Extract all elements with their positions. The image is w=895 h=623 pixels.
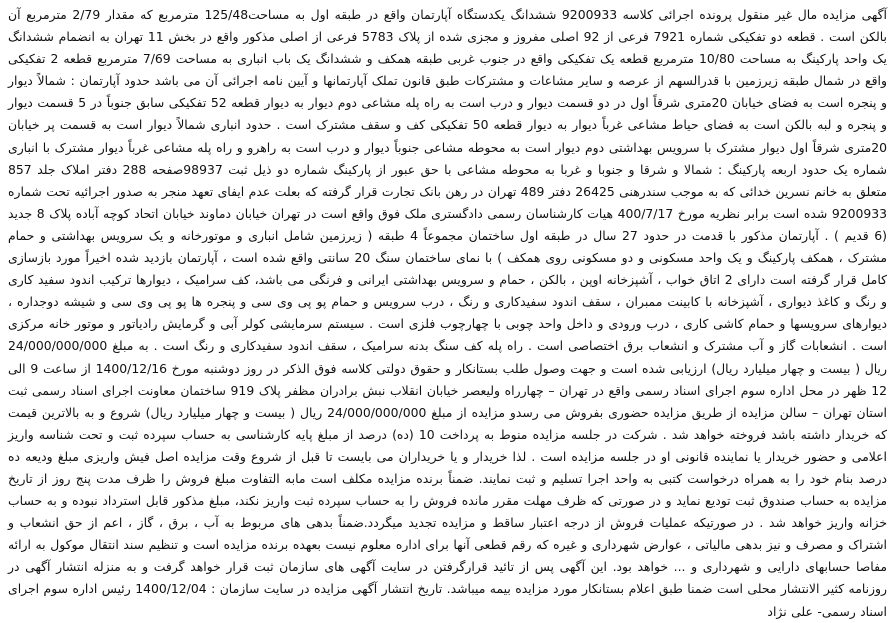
- auction-notice-text: آگهی مزایده مال غیر منقول پرونده اجرائی کلاسه 9200933 ششدانگ یکدستگاه آپارتمان واقع در طبقه اول به مساحت125/48 مترمربع که مقدار 2/79 مترمربع آن بالکن است . قطعه دو تفکیکی شماره 7921 فرعی از 92 اصلی مفروز و مجزی شده از پلاک 5783 فرعی از اصلی مذکور واقع در بخش 11 تهران به انضمام ششدانگ یک واحد پارکینگ به مساحت 10/80 مترمربع قطعه یک تفکیکی واقع در جنوب غربی طبقه همکف و ششدانگ یک باب انباری به مساحت 7/69 مترمربع قطعه 2 تفکیکی واقع در شمال طبقه زیرزمین با قدرالسهم از عرصه و سایر مشاعات و مشترکات طبق قانون تملک آپارتمانها و آیین نامه اجرائی آن می باشد حدود آپارتمان : شمالاً دیوار و پنجره است به فضای خیابان 20متری شرقاً اول در دو قسمت دیوار و درب است به راه پله مشاعی دوم دیوار به دیوار قطعه 52 تفکیکی سابق جنوباً در 5 قسمت دیوار و پنجره و لبه بالکن است به فضای حیاط مشاعی غرباً دیوار به دیوار قطعه 50 تفکیکی کف و سقف مشترک است . حدود انباری شمالاً دیوار است به قسمت پر خیابان 20متری شرقاً اول دیوار مشترک با سرویس بهداشتی دوم دیوار است به محوطه مشاعی جنوباً دیوار و درب است به راهرو و راه پله مشاعی غرباً دیوار مشترک با انباری شماره یک حدود اربعه پارکینگ : شمالا و شرقا و جنوبا و غربا به محوطه مشاعی با حق عبور از پارکینگ شماره دو ذیل ثبت 98937صفحه 288 دفتر املاک جلد 857 متعلق به خانم نسرین خدائی که به موجب سندرهنی 26425 دفتر 489 تهران در رهن بانک تجارت قرار گرفته که بعلت عدم ایفای تعهد منجر به صدور اجرائیه تحت شماره 9200933 شده است برابر نظریه مورخ 400/7/17 هیات کارشناسان رسمی دادگستری ملک فوق واقع است در تهران خیابان دماوند خیابان اتحاد کوچه آباده پلاک 8 جدید (6 قدیم ) . آپارتمان مذکور با قدمت در حدود 27 سال در طبقه اول ساختمان مجموعاً 4 طبقه ( زیرزمین شامل انباری و موتورخانه و یک سرویس بهداشتی و حمام مشترک ، همکف پارکینگ و یک واحد مسکونی و دو مسکونی روی همکف ) با نمای ساختمان سنگ 20 سانتی واقع شده است ، آپارتمان بازدید شده اخیراً مورد بازسازی کامل قرار گرفته است دارای 2 اتاق خواب ، آشپزخانه اوپن ، بالکن ، حمام و سرویس بهداشتی ایرانی و فرنگی می باشد، کف سرامیک ، دیوارها ترکیب اندود سفید کاری و رنگ و کاغذ دیواری ، آشپزخانه با کابینت ممبران ، سقف اندود سفیدکاری و رنگ ، درب سرویس و حمام پو پی وی سی و پنجره ها پو پی وی سی و شیشه دوجداره ، دیوارهای سرویسها و حمام کاشی کاری ، درب ورودی و داخل واحد چوبی با چهارچوب فلزی است . سیستم سرمایشی کولر آبی و گرمایش رادیاتور و موتور خانه مرکزی است . انشعابات گاز و آب مشترک و انشعاب برق اختصاصی است . راه پله کف سنگ بدنه سرامیک ، سقف اندود سفیدکاری و رنگ است . به مبلغ 24/000/000/000 ریال ( بیست و چهار میلیارد ریال) ارزیابی شده است و جهت وصول طلب بستانکار و حقوق دولتی کلاسه فوق الذکر در روز دوشنبه مورخ 1400/12/16 از ساعت 9 الی 12 ظهر در محل اداره سوم اجرای اسناد رسمی واقع در تهران – چهارراه ولیعصر خیابان انقلاب نبش برادران مظفر پلاک 919 ساختمان معاونت اجرای اسناد رسمی ثبت استان تهران – سالن مزایده از طریق مزایده حضوری بفروش می رسدو مزایده از مبلغ 24/000/000/000 ریال ( بیست و چهار میلیارد ریال) شروع و به بالاترین قیمت که خریدار داشته باشد فروخته خواهد شد . شرکت در جلسه مزایده منوط به پرداخت 10 (ده) درصد از مبلغ پایه کارشناسی به حساب سپرده ثبت و تحت شناسه واریز اعلامی و حضور خریدار یا نماینده قانونی او در جلسه مزایده است . لذا خریدار و یا خریداران می بایست تا قبل از شروع وقت مزایده اصل فیش واریزی مبلغ ودیعه ده درصد بنام خود را به همراه درخواست کتبی به واحد اجرا تسلیم و ثبت نمایند. ضمناً برنده مزایده مکلف است مابه التفاوت مبلغ فروش را ظرف مدت پنج روز از تاریخ مزایده به حساب صندوق ثبت تودیع نماید و در صورتی که ظرف مهلت مقرر مانده فروش را به حساب سپرده ثبت واریز نکند، مبلغ مذکور قابل استرداد نبوده و به حساب خزانه واریز خواهد شد . در صورتیکه عملیات فروش از درجه اعتبار ساقط و مزایده تجدید میگردد.ضمناً بدهی های مربوط به آب ، برق ، گاز ، اعم از حق انشعاب و اشتراک و مصرف و نیز بدهی مالیاتی ، عوارض شهرداری و غیره که رقم قطعی آنها برای اداره معلوم نیست بعهده برنده مزایده است و تنظیم سند انتقال موکول به ارائه مفاصا حسابهای دارایی و شهرداری و ... خواهد بود. این آگهی پس از تائید قرارگرفتن در سایت آگهی های سازمان ثبت قرار خواهد گرفت و به منزله انتشار آگهی در روزنامه کثیر الانتشار محلی است ضمنا طبق اعلام بستانکار مورد مزایده بیمه میباشد. تاریخ انتشار آگهی مزایده در سایت سازمان : 1400/12/04 رئیس اداره سوم اجرای اسناد رسمی- علی نژاد: [7, 7, 888, 619]
